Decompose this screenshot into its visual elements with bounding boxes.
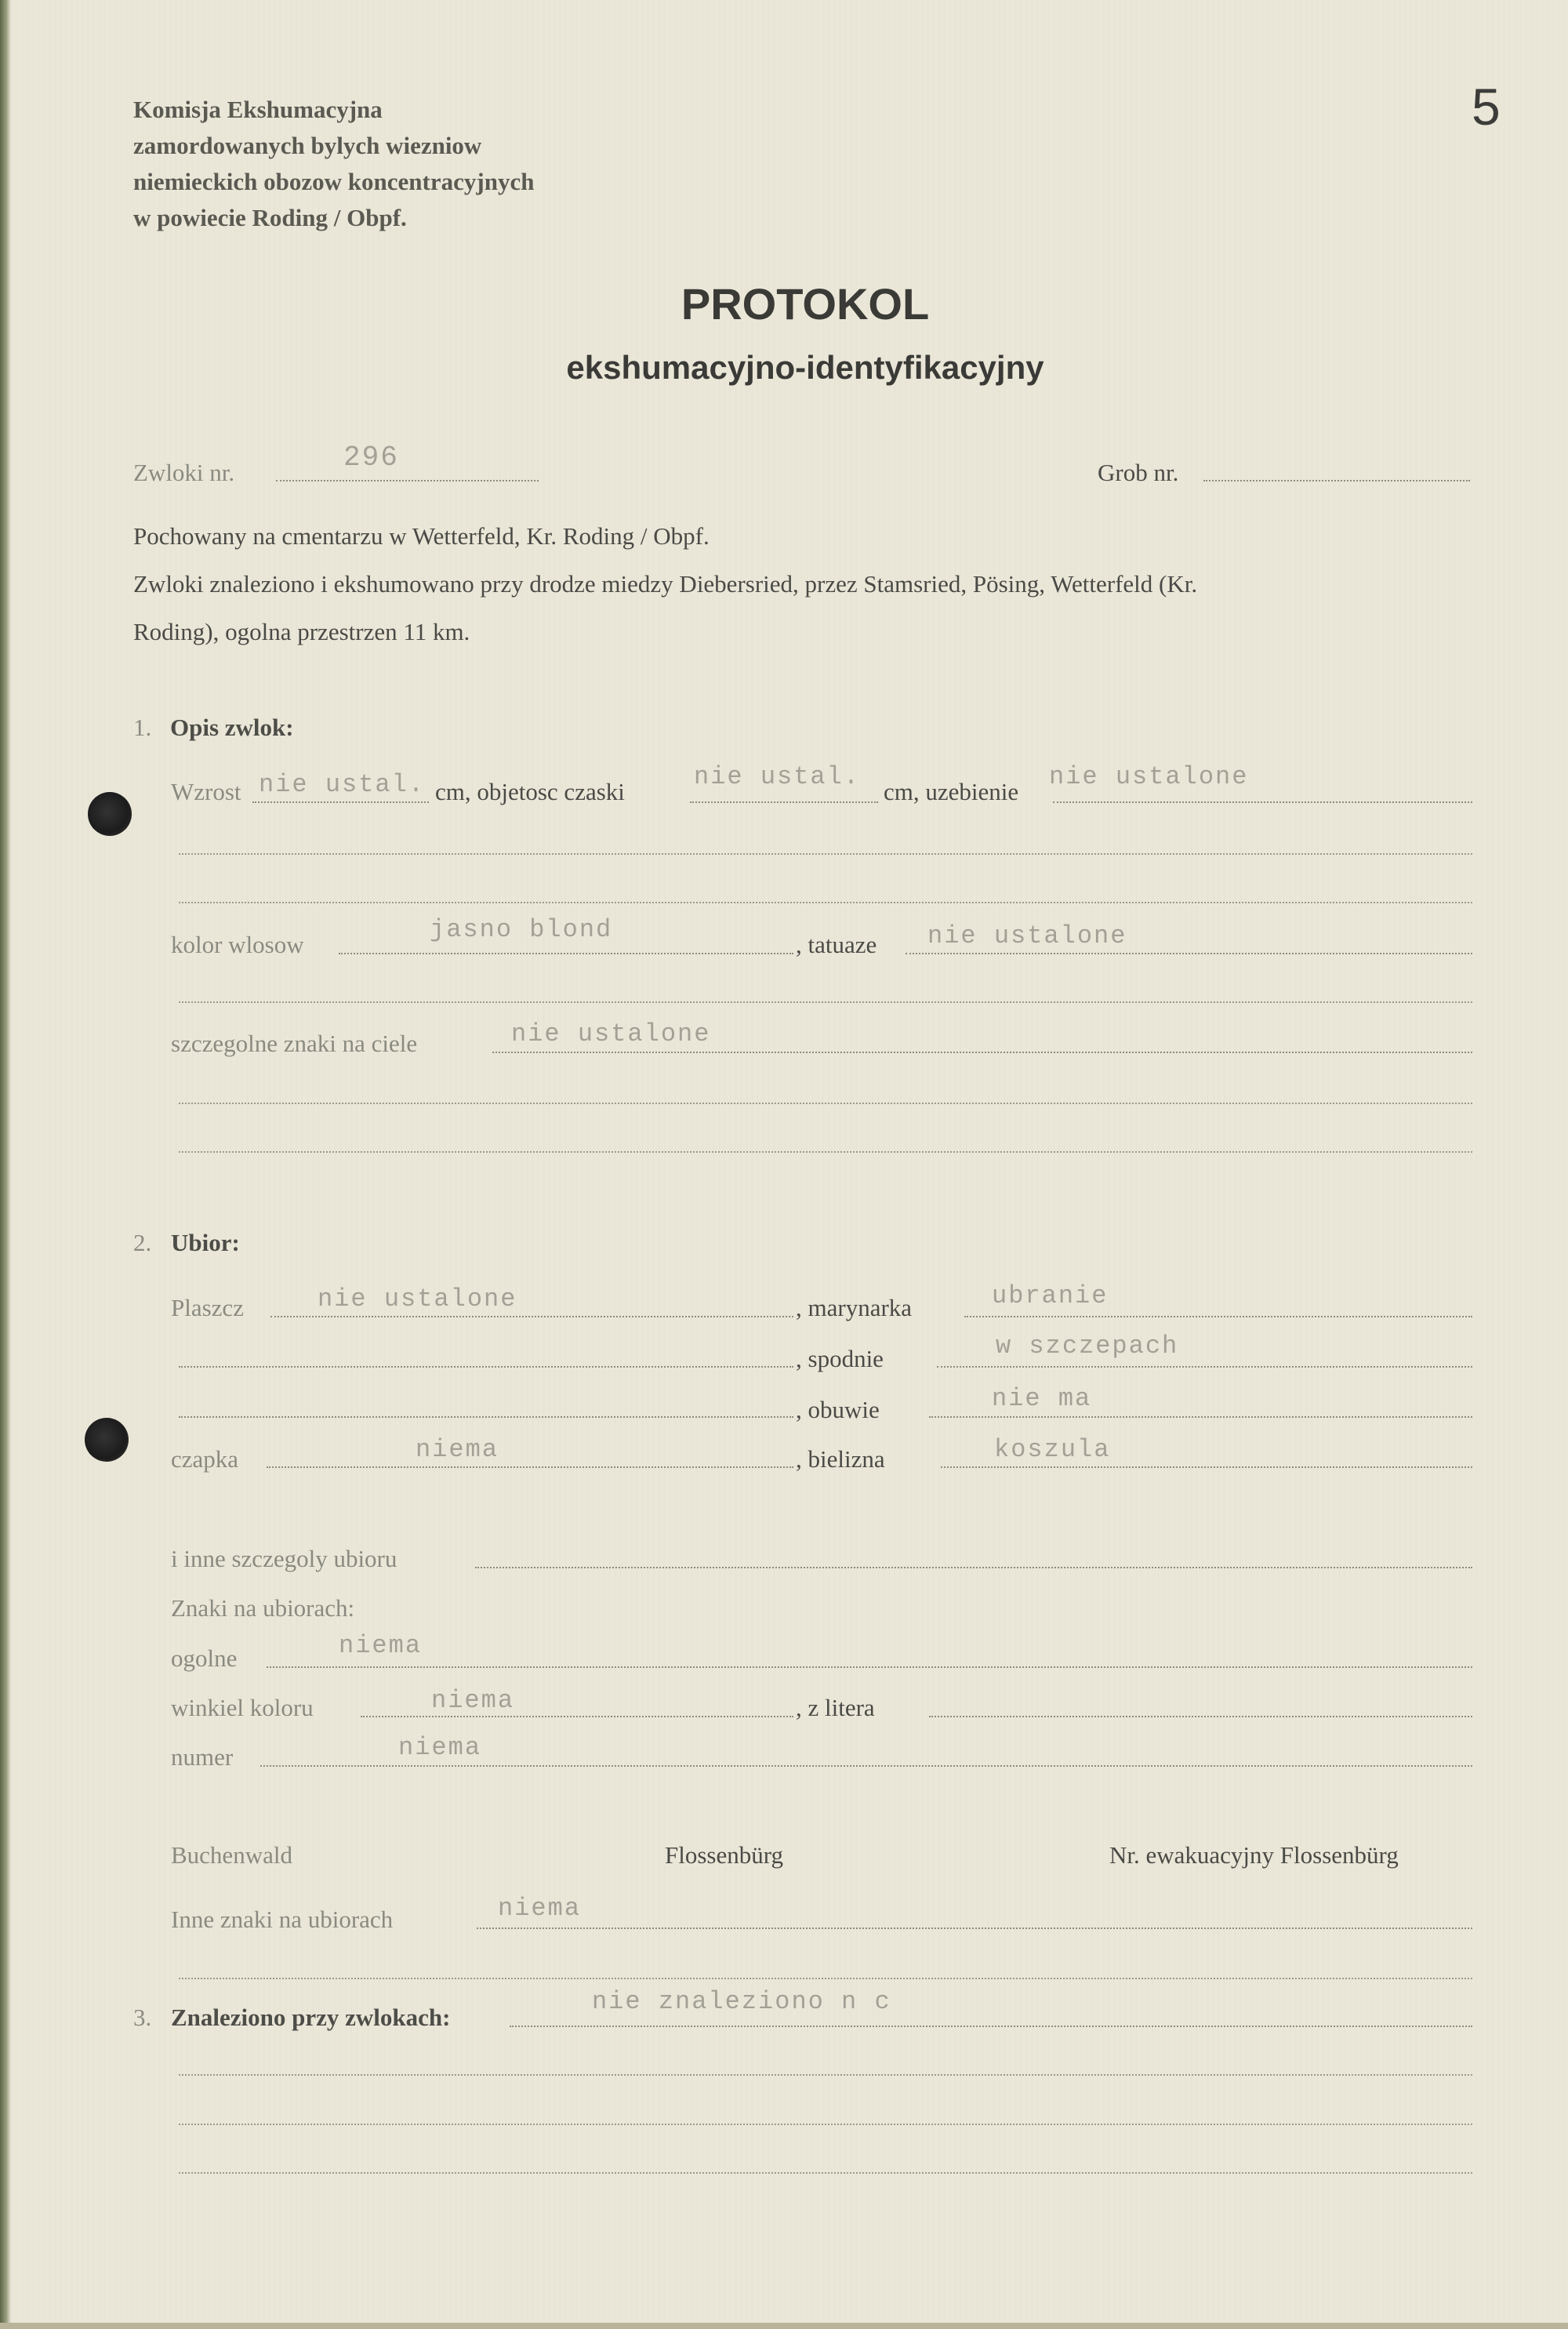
blank-line xyxy=(179,1978,1472,1979)
blank-line xyxy=(179,2172,1472,2174)
plaszcz-line xyxy=(270,1316,793,1317)
czaska-line xyxy=(690,801,878,803)
czaska-cm-label: cm, objetosc czaski xyxy=(435,778,625,805)
wzrost-label: Wzrost xyxy=(171,778,241,805)
tatuaze-label: , tatuaze xyxy=(796,931,877,958)
czapka-value: niema xyxy=(416,1435,499,1464)
blank-line xyxy=(179,1001,1472,1003)
numer-value: niema xyxy=(398,1733,482,1762)
intro-line-3: Roding), ogolna przestrzen 11 km. xyxy=(133,618,470,645)
blank-line xyxy=(179,1103,1472,1104)
page-edge-bottom xyxy=(0,2323,1568,2329)
inne-szczegoly-line xyxy=(475,1567,1472,1568)
grob-label: Grob nr. xyxy=(1098,459,1179,486)
kolor-label: kolor wlosow xyxy=(171,931,304,958)
page-number: 5 xyxy=(1472,78,1501,136)
uzebienie-value: nie ustalone xyxy=(1049,762,1249,791)
tatuaze-value: nie ustalone xyxy=(927,921,1127,950)
zwloki-label: Zwloki nr. xyxy=(133,459,235,486)
section1-heading: Opis zwlok: xyxy=(170,714,294,741)
winkiel-label: winkiel koloru xyxy=(171,1694,314,1721)
znaki-label: szczegolne znaki na ciele xyxy=(171,1030,418,1057)
spodnie-value: w szczepach xyxy=(996,1332,1179,1361)
intro-line-1: Pochowany na cmentarzu w Wetterfeld, Kr. Roding / Obpf. xyxy=(133,522,710,550)
bielizna-line xyxy=(941,1466,1472,1468)
czapka-line xyxy=(267,1466,793,1468)
czaska-value: nie ustal. xyxy=(694,762,861,791)
tatuaze-line xyxy=(906,953,1472,954)
section1-number: 1. xyxy=(133,714,152,741)
punch-hole-bottom xyxy=(85,1418,129,1462)
blank-line xyxy=(179,2124,1472,2125)
document-subtitle: ekshumacyjno-identyfikacyjny xyxy=(566,349,1044,386)
section2-heading: Ubior: xyxy=(171,1229,240,1256)
buchenwald-label: Buchenwald xyxy=(171,1841,292,1869)
winkiel-line xyxy=(361,1716,793,1717)
blank-line xyxy=(179,902,1472,903)
section3-line xyxy=(510,2026,1472,2027)
obuwie-label: , obuwie xyxy=(796,1396,880,1423)
spodnie-line xyxy=(937,1366,1472,1368)
kolor-line xyxy=(339,953,793,954)
uzebienie-line xyxy=(1053,801,1472,803)
numer-label: numer xyxy=(171,1743,234,1771)
section3-value: nie znaleziono n c xyxy=(592,1987,891,2016)
spodnie-label: , spodnie xyxy=(796,1345,884,1372)
marynarka-label: , marynarka xyxy=(796,1294,913,1321)
inne-szczegoly-label: i inne szczegoly ubioru xyxy=(171,1545,397,1572)
ogolne-line xyxy=(267,1666,1472,1668)
blank-line xyxy=(179,1416,793,1418)
uzebienie-cm-label: cm, uzebienie xyxy=(884,778,1019,805)
kolor-value: jasno blond xyxy=(430,915,613,944)
plaszcz-label: Plaszcz xyxy=(171,1294,244,1321)
section2-number: 2. xyxy=(133,1229,152,1256)
zwloki-value: 296 xyxy=(343,441,399,474)
intro-line-2: Zwloki znaleziono i ekshumowano przy drodze miedzy Diebersried, przez Stamsried, Pösing, Wetterfeld (Kr. xyxy=(133,570,1198,598)
header-line-4: w powiecie Roding / Obpf. xyxy=(133,204,407,231)
blank-line xyxy=(179,1366,793,1368)
marynarka-value: ubranie xyxy=(992,1281,1109,1310)
z-litera-line xyxy=(929,1716,1472,1717)
wzrost-value: nie ustal. xyxy=(259,770,426,799)
czapka-label: czapka xyxy=(171,1445,239,1473)
document-title: PROTOKOL xyxy=(681,279,930,329)
znaki-line xyxy=(492,1052,1472,1053)
section3-heading: Znaleziono przy zwlokach: xyxy=(171,2004,451,2031)
header-line-2: zamordowanych bylych wiezniow xyxy=(133,132,482,159)
wzrost-line xyxy=(252,801,429,803)
znaki-na-ubiorach-label: Znaki na ubiorach: xyxy=(171,1594,355,1622)
ogolne-value: niema xyxy=(339,1631,423,1660)
grob-line xyxy=(1203,480,1470,481)
inne-znaki-label: Inne znaki na ubiorach xyxy=(171,1906,394,1933)
ogolne-label: ogolne xyxy=(171,1644,238,1672)
obuwie-line xyxy=(929,1416,1472,1418)
punch-hole-top xyxy=(88,792,132,836)
flossenburg-label: Flossenbürg xyxy=(665,1841,784,1869)
header-line-1: Komisja Ekshumacyjna xyxy=(133,96,383,123)
nr-ewakuacyjny-label: Nr. ewakuacyjny Flossenbürg xyxy=(1109,1841,1399,1869)
blank-line xyxy=(179,853,1472,855)
plaszcz-value: nie ustalone xyxy=(318,1284,517,1313)
header-line-3: niemieckich obozow koncentracyjnych xyxy=(133,168,535,195)
winkiel-value: niema xyxy=(431,1686,515,1715)
inne-znaki-value: niema xyxy=(498,1894,582,1923)
numer-line xyxy=(260,1765,1472,1767)
znaki-value: nie ustalone xyxy=(511,1019,711,1048)
blank-line xyxy=(179,2074,1472,2076)
bielizna-label: , bielizna xyxy=(796,1445,885,1473)
marynarka-line xyxy=(964,1316,1472,1317)
bielizna-value: koszula xyxy=(994,1435,1111,1464)
zwloki-line xyxy=(276,480,539,481)
z-litera-label: , z litera xyxy=(796,1694,875,1721)
inne-znaki-line xyxy=(477,1928,1472,1929)
obuwie-value: nie ma xyxy=(992,1384,1092,1413)
section3-number: 3. xyxy=(133,2004,152,2031)
blank-line xyxy=(179,1151,1472,1153)
